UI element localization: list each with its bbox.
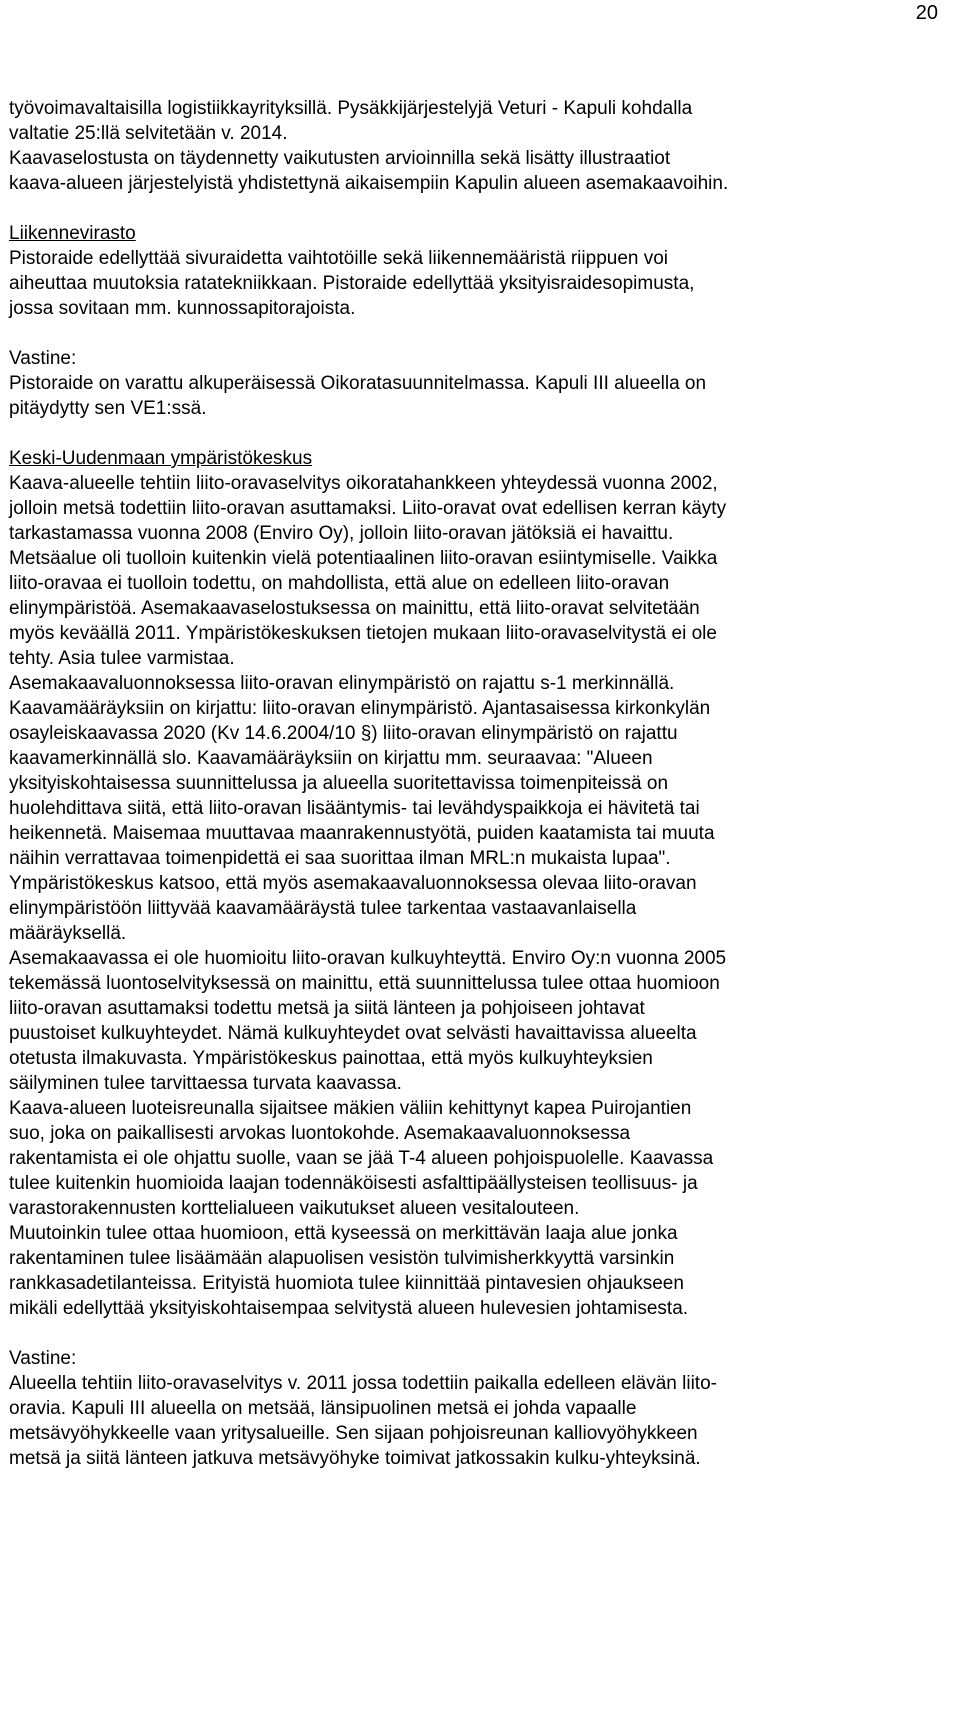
paragraph-gap [9, 321, 953, 346]
text-line: liito-oravaa ei tuolloin todettu, on mahdollista, että alue on edelleen liito-oravan [9, 573, 670, 594]
paragraph-gap [9, 421, 953, 446]
response-label: Vastine: [9, 348, 77, 369]
text-line: elinympäristöä. Asemakaavaselostuksessa on mainittu, että liito-oravat selvitetään [9, 598, 700, 619]
paragraph [9, 471, 953, 1321]
paragraph [9, 1371, 953, 1471]
paragraph [9, 96, 953, 196]
paragraph-gap [9, 1321, 953, 1346]
text-line: Ympäristökeskus katsoo, että myös asemakaavaluonnoksessa olevaa liito-oravan [9, 873, 697, 894]
text-line: pitäydytty sen VE1:ssä. [9, 398, 207, 419]
text-line: Kaava-alueen luoteisreunalla sijaitsee mäkien väliin kehittynyt kapea Puirojantien [9, 1098, 692, 1119]
section-heading: Liikennevirasto [9, 223, 136, 244]
response-label: Vastine: [9, 1348, 77, 1369]
text-line: metsä ja siitä länteen jatkuva metsävyöhyke toimivat jatkossakin kulku-yhteyksinä. [9, 1448, 701, 1469]
text-line: jossa sovitaan mm. kunnossapitorajoista. [9, 298, 356, 319]
text-line: valtatie 25:llä selvitetään v. 2014. [9, 123, 288, 144]
text-line: otetusta ilmakuvasta. Ympäristökeskus painottaa, että myös kulkuyhteyksien [9, 1048, 653, 1069]
text-line: Metsäalue oli tuolloin kuitenkin vielä potentiaalinen liito-oravan esiintymiselle. Vaikka [9, 548, 718, 569]
text-line: Asemakaavassa ei ole huomioitu liito-oravan kulkuyhteyttä. Enviro Oy:n vuonna 2005 [9, 948, 727, 969]
text-line: Alueella tehtiin liito-oravaselvitys v. 2011 jossa todettiin paikalla edelleen elävän liito- [9, 1373, 717, 1394]
text-line: Asemakaavaluonnoksessa liito-oravan elinympäristö on rajattu s-1 merkinnällä. [9, 673, 675, 694]
text-line: rankkasadetilanteissa. Erityistä huomiota tulee kiinnittää pintavesien ohjaukseen [9, 1273, 684, 1294]
paragraph [9, 246, 953, 321]
text-line: Pistoraide edellyttää sivuraidetta vaihtotöille sekä liikennemääristä riippuen voi [9, 248, 669, 269]
text-line: tulee kuitenkin huomioida laajan todennäköisesti asfalttipäällysteisen teollisuus- ja [9, 1173, 698, 1194]
paragraph [9, 371, 953, 421]
text-line: Kaavamääräyksiin on kirjattu: liito-oravan elinympäristö. Ajantasaisessa kirkonkylän [9, 698, 711, 719]
text-line: työvoimavaltaisilla logistiikkayrityksillä. Pysäkkijärjestelyjä Veturi - Kapuli kohdalla [9, 98, 693, 119]
text-line: kaavamerkinnällä slo. Kaavamääräyksiin on kirjattu mm. seuraavaa: "Alueen [9, 748, 653, 769]
text-line: tehty. Asia tulee varmistaa. [9, 648, 235, 669]
text-line: määräyksellä. [9, 923, 127, 944]
text-line: tarkastamassa vuonna 2008 (Enviro Oy), jolloin liito-oravan jätöksiä ei havaittu. [9, 523, 674, 544]
document-body [9, 96, 953, 1471]
text-line: myös keväällä 2011. Ympäristökeskuksen tietojen mukaan liito-oravaselvitystä ei ole [9, 623, 717, 644]
text-line: kaava-alueen järjestelyistä yhdistettynä aikaisempiin Kapulin alueen asemakaavoihin. [9, 173, 729, 194]
text-line: säilyminen tulee tarvittaessa turvata kaavassa. [9, 1073, 402, 1094]
text-line: varastorakennusten korttelialueen vaikutukset alueen vesitalouteen. [9, 1198, 580, 1219]
text-line: oravia. Kapuli III alueella on metsää, länsipuolinen metsä ei johda vapaalle [9, 1398, 637, 1419]
text-line: heikennetä. Maisemaa muuttavaa maanrakennustyötä, puiden kaatamista tai muuta [9, 823, 715, 844]
text-line: osayleiskaavassa 2020 (Kv 14.6.2004/10 §) liito-oravan elinympäristö on rajattu [9, 723, 678, 744]
text-line: Pistoraide on varattu alkuperäisessä Oikoratasuunnitelmassa. Kapuli III alueella on [9, 373, 707, 394]
text-line: liito-oravan asuttamaksi todettu metsä ja siitä länteen ja pohjoiseen johtavat [9, 998, 645, 1019]
text-line: huolehdittava siitä, että liito-oravan lisääntymis- tai levähdyspaikkoja ei hävitetä tai [9, 798, 700, 819]
text-line: tekemässä luontoselvityksessä on mainittu, että suunnittelussa tulee ottaa huomioon [9, 973, 720, 994]
text-line: puustoiset kulkuyhteydet. Nämä kulkuyhteydet ovat selvästi havaittavissa alueelta [9, 1023, 697, 1044]
text-line: mikäli edellyttää yksityiskohtaisempaa selvitystä alueen hulevesien johtamisesta. [9, 1298, 689, 1319]
text-line: rakentamista ei ole ohjattu suolle, vaan se jää T-4 alueen pohjoispuolelle. Kaavassa [9, 1148, 714, 1169]
text-line: suo, joka on paikallisesti arvokas luontokohde. Asemakaavaluonnoksessa [9, 1123, 631, 1144]
paragraph-gap [9, 196, 953, 221]
text-line: metsävyöhykkeelle vaan yritysalueille. Sen sijaan pohjoisreunan kalliovyöhykkeen [9, 1423, 698, 1444]
text-line: yksityiskohtaisessa suunnittelussa ja alueella suoritettavissa toimenpiteissä on [9, 773, 669, 794]
text-line: aiheuttaa muutoksia ratatekniikkaan. Pistoraide edellyttää yksityisraidesopimusta, [9, 273, 695, 294]
text-line: Kaavaselostusta on täydennetty vaikutusten arvioinnilla sekä lisätty illustraatiot [9, 148, 671, 169]
text-line: Muutoinkin tulee ottaa huomioon, että kyseessä on merkittävän laaja alue jonka [9, 1223, 678, 1244]
page-number: 20 [915, 2, 938, 24]
text-line: Kaava-alueelle tehtiin liito-oravaselvitys oikoratahankkeen yhteydessä vuonna 2002, [9, 473, 718, 494]
text-line: elinympäristöön liittyvää kaavamääräystä tulee tarkentaa vastaavanlaisella [9, 898, 637, 919]
text-line: näihin verrattavaa toimenpidettä ei saa suorittaa ilman MRL:n mukaista lupaa". [9, 848, 671, 869]
text-line: jolloin metsä todettiin liito-oravan asuttamaksi. Liito-oravat ovat edellisen kerran käyty [9, 498, 727, 519]
section-heading: Keski-Uudenmaan ympäristökeskus [9, 448, 313, 469]
text-line: rakentaminen tulee lisäämään alapuolisen vesistön tulvimisherkkyyttä varsinkin [9, 1248, 675, 1269]
